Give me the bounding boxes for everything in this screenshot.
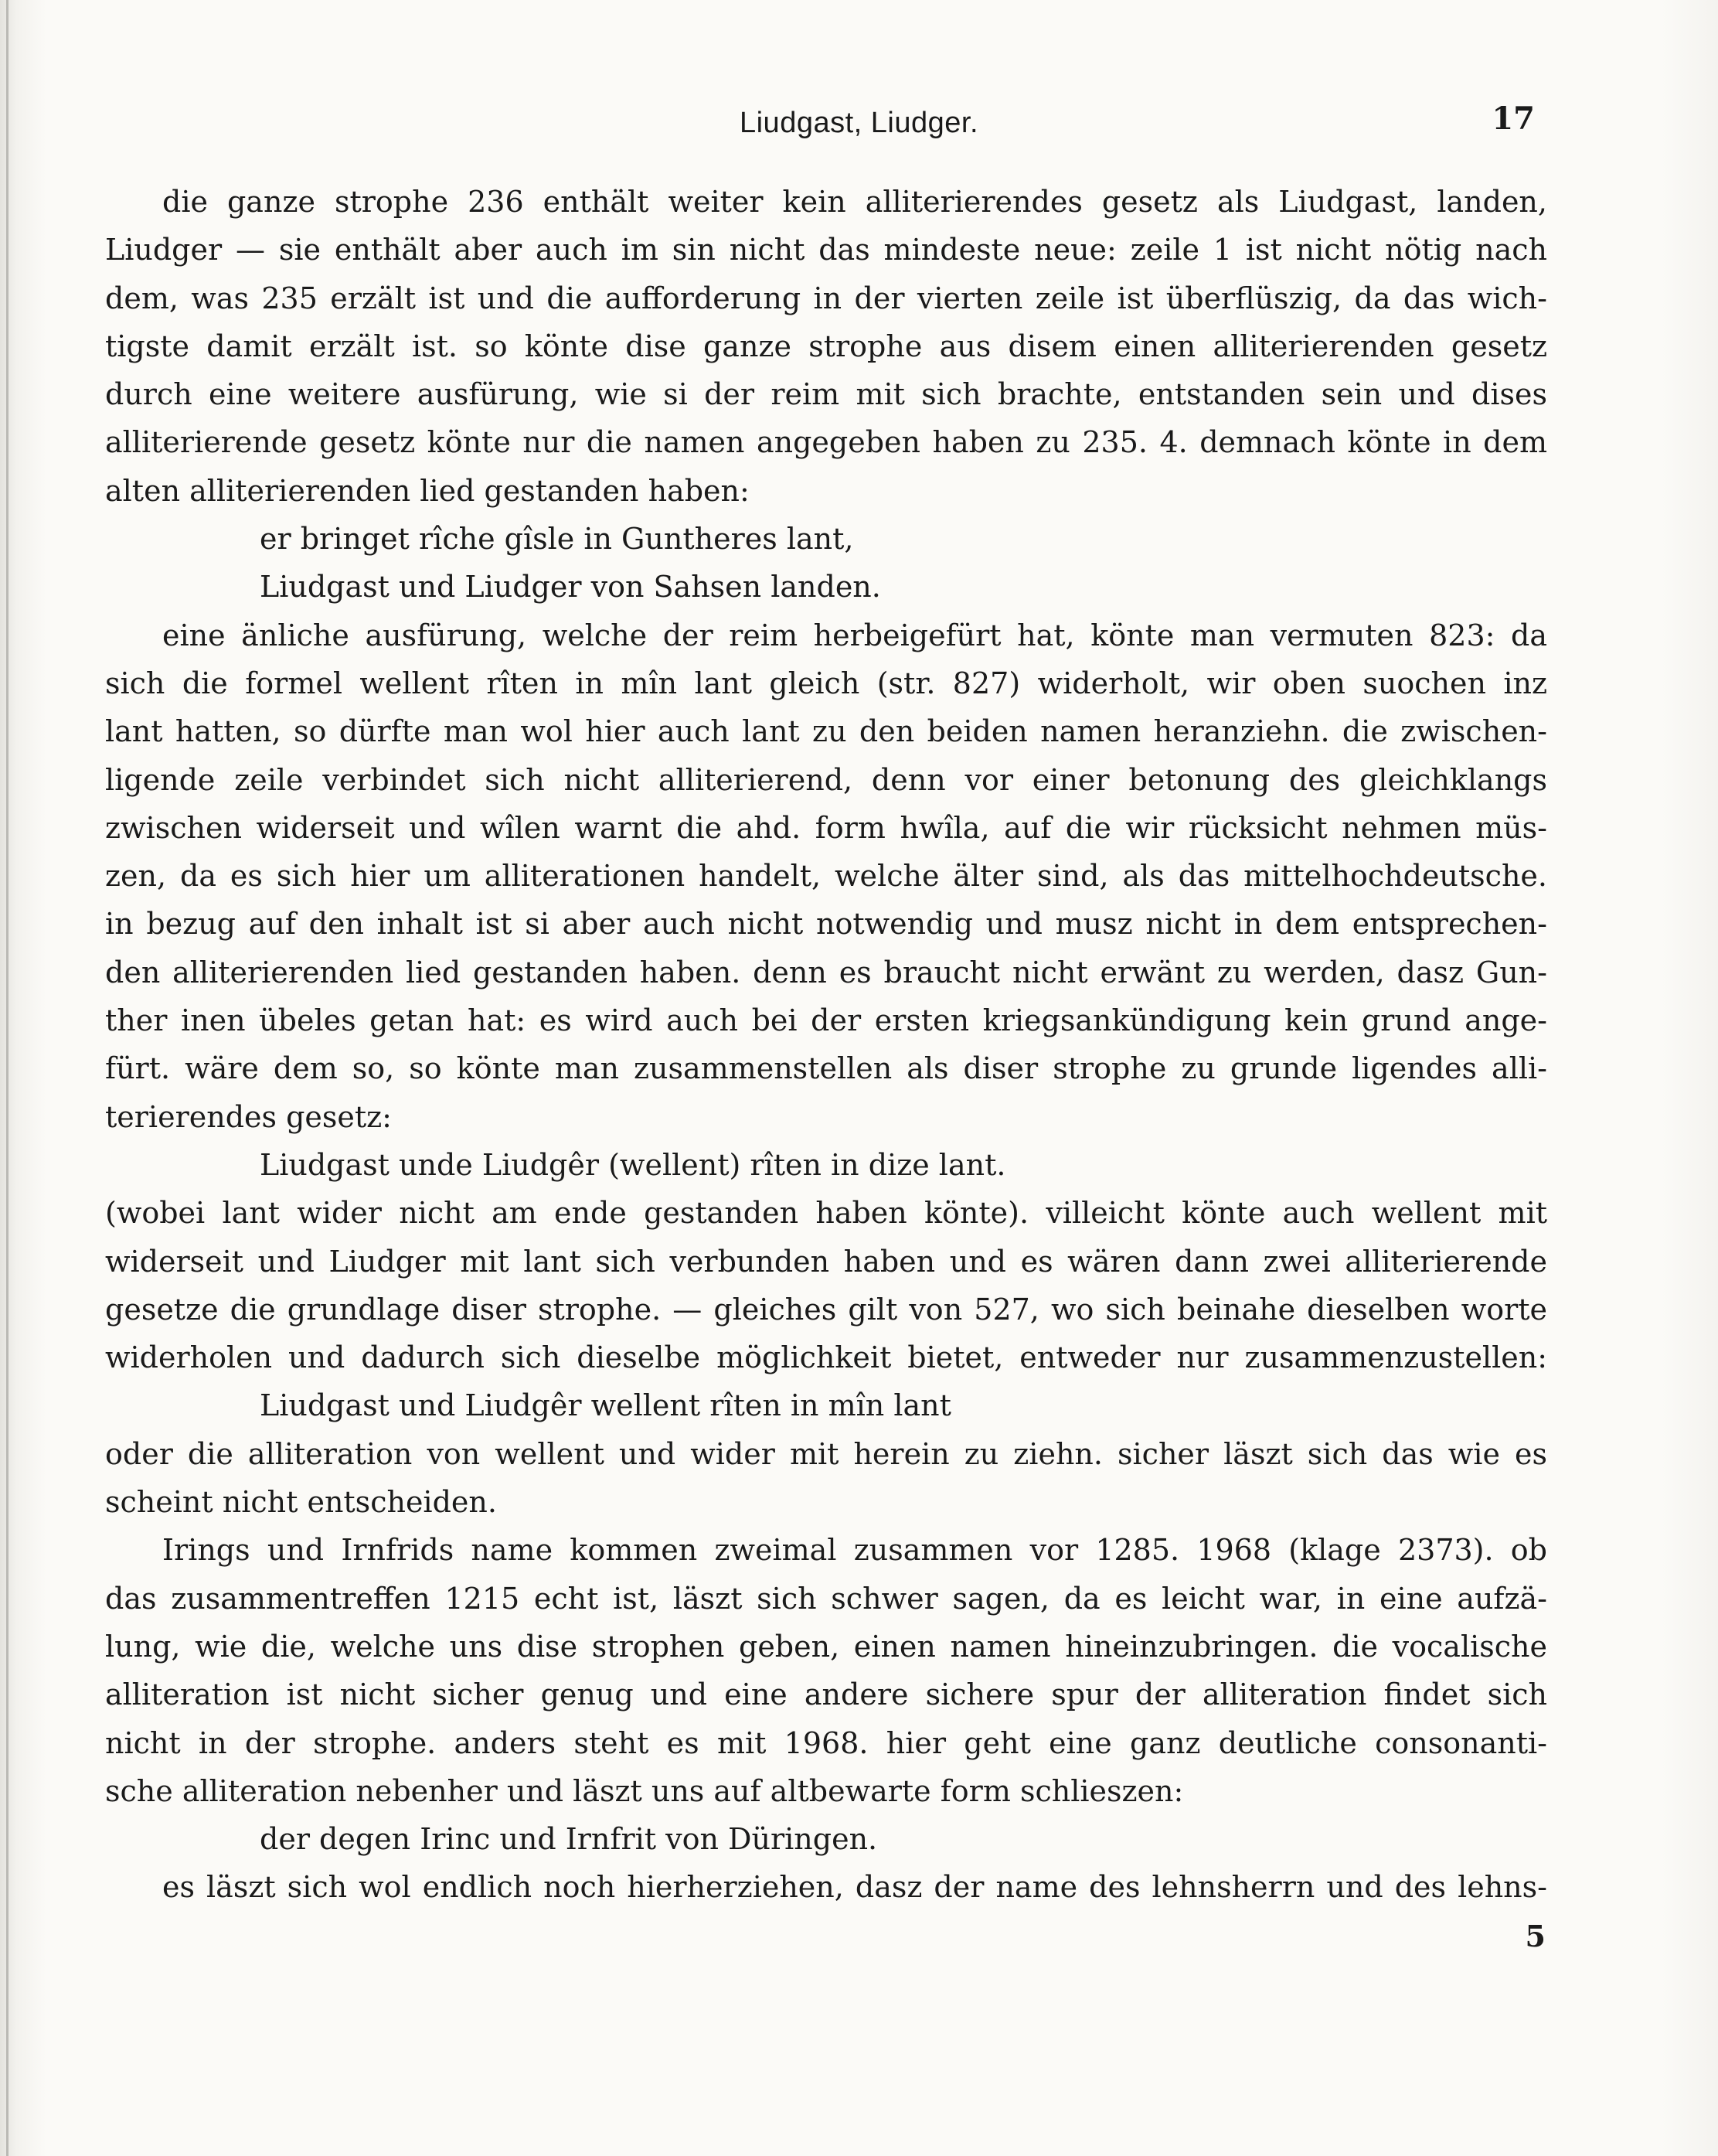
running-title: Liudgast, Liudger. [739, 107, 978, 139]
verse-line: Liudgast und Liudgêr wellent rîten in mîn lant [260, 1388, 951, 1423]
text-line: zen, da es sich hier um alliterationen handelt, welche älter sind, als das mittelhochdeutsche. [105, 859, 1547, 894]
text-line: widerholen und dadurch sich dieselbe möglichkeit bietet, entweder nur zusammenzustellen: [105, 1340, 1547, 1375]
text-line: terierendes gesetz: [105, 1099, 392, 1134]
text-line: oder die alliteration von wellent und wider mit herein zu ziehn. sicher läszt sich das wie es [105, 1436, 1547, 1471]
text-line: durch eine weitere ausfürung, wie si der reim mit sich brachte, entstanden sein und dises [105, 377, 1547, 412]
text-line: alten alliterierenden lied gestanden haben: [105, 473, 750, 508]
text-line: zwischen widerseit und wîlen warnt die ahd. form hwîla, auf die wir rücksicht nehmen müs- [105, 810, 1547, 845]
verse-line: der degen Irinc und Irnfrit von Düringen. [260, 1822, 878, 1857]
text-line: sich die formel wellent rîten in mîn lant gleich (str. 827) widerholt, wir oben suochen inz [105, 666, 1547, 700]
text-line: ther inen übeles getan hat: es wird auch bei der ersten kriegsankündigung kein grund ange- [105, 1003, 1547, 1038]
text-line: sche alliteration nebenher und läszt uns auf altbewarte form schlieszen: [105, 1773, 1184, 1808]
text-line: Irings und Irnfrids name kommen zweimal zusammen vor 1285. 1968 (klage 2373). ob [162, 1533, 1547, 1568]
text-line: dem, was 235 erzält ist und die aufforderung in der vierten zeile ist überflüszig, da das wich- [105, 281, 1547, 315]
text-line: Liudger — sie enthält aber auch im sin nicht das mindeste neue: zeile 1 ist nicht nötig nach [105, 233, 1547, 267]
text-line: gesetze die grundlage diser strophe. — gleiches gilt von 527, wo sich beinahe dieselben worte [105, 1292, 1547, 1327]
text-line: tigste damit erzält ist. so könte dise ganze strophe aus disem einen alliterierenden gesetz [105, 329, 1547, 363]
verse-line: Liudgast und Liudger von Sahsen landen. [260, 570, 881, 605]
verse-line: er bringet rîche gîsle in Guntheres lant, [260, 522, 854, 557]
text-line: das zusammentreffen 1215 echt ist, läszt sich schwer sagen, da es leicht war, in eine aufzä- [105, 1581, 1547, 1616]
text-line: (wobei lant wider nicht am ende gestanden haben könte). villeicht könte auch wellent mit [105, 1196, 1547, 1231]
page-number: 17 [1492, 100, 1535, 137]
text-line: die ganze strophe 236 enthält weiter kein alliterierendes gesetz als Liudgast, landen, [162, 185, 1547, 219]
verse-line: Liudgast unde Liudgêr (wellent) rîten in dize lant. [260, 1147, 1006, 1182]
text-line: widerseit und Liudger mit lant sich verbunden haben und es wären dann zwei alliterierende [105, 1244, 1547, 1279]
body-text [105, 178, 1547, 1912]
text-line: eine änliche ausfürung, welche der reim herbeigefürt hat, könte man vermuten 823: da [162, 618, 1547, 652]
text-line: fürt. wäre dem so, so könte man zusammenstellen als diser strophe zu grunde ligendes alli- [105, 1051, 1547, 1086]
text-line: lant hatten, so dürfte man wol hier auch lant zu den beiden namen heranziehn. die zwischen- [105, 714, 1547, 749]
text-line: alliteration ist nicht sicher genug und eine andere sichere spur der alliteration findet sich [105, 1677, 1547, 1712]
text-line: scheint nicht entscheiden. [105, 1485, 497, 1520]
text-line: ligende zeile verbindet sich nicht alliterierend, denn vor einer betonung des gleichklangs [105, 762, 1547, 797]
text-line: es läszt sich wol endlich noch hierherziehen, dasz der name des lehnsherrn und des lehns- [162, 1870, 1547, 1905]
text-line: alliterierende gesetz könte nur die namen angegeben haben zu 235. 4. demnach könte in dem [105, 425, 1547, 460]
text-line: nicht in der strophe. anders steht es mit 1968. hier geht eine ganz deutliche consonanti- [105, 1725, 1547, 1760]
text-line: lung, wie die, welche uns dise strophen geben, einen namen hineinzubringen. die vocalische [105, 1629, 1547, 1664]
text-line: in bezug auf den inhalt ist si aber auch nicht notwendig und musz nicht in dem entsprechen- [105, 907, 1547, 942]
signature-mark: 5 [1525, 1919, 1546, 1953]
text-line: den alliterierenden lied gestanden haben. denn es braucht nicht erwänt zu werden, dasz Gun- [105, 955, 1547, 989]
